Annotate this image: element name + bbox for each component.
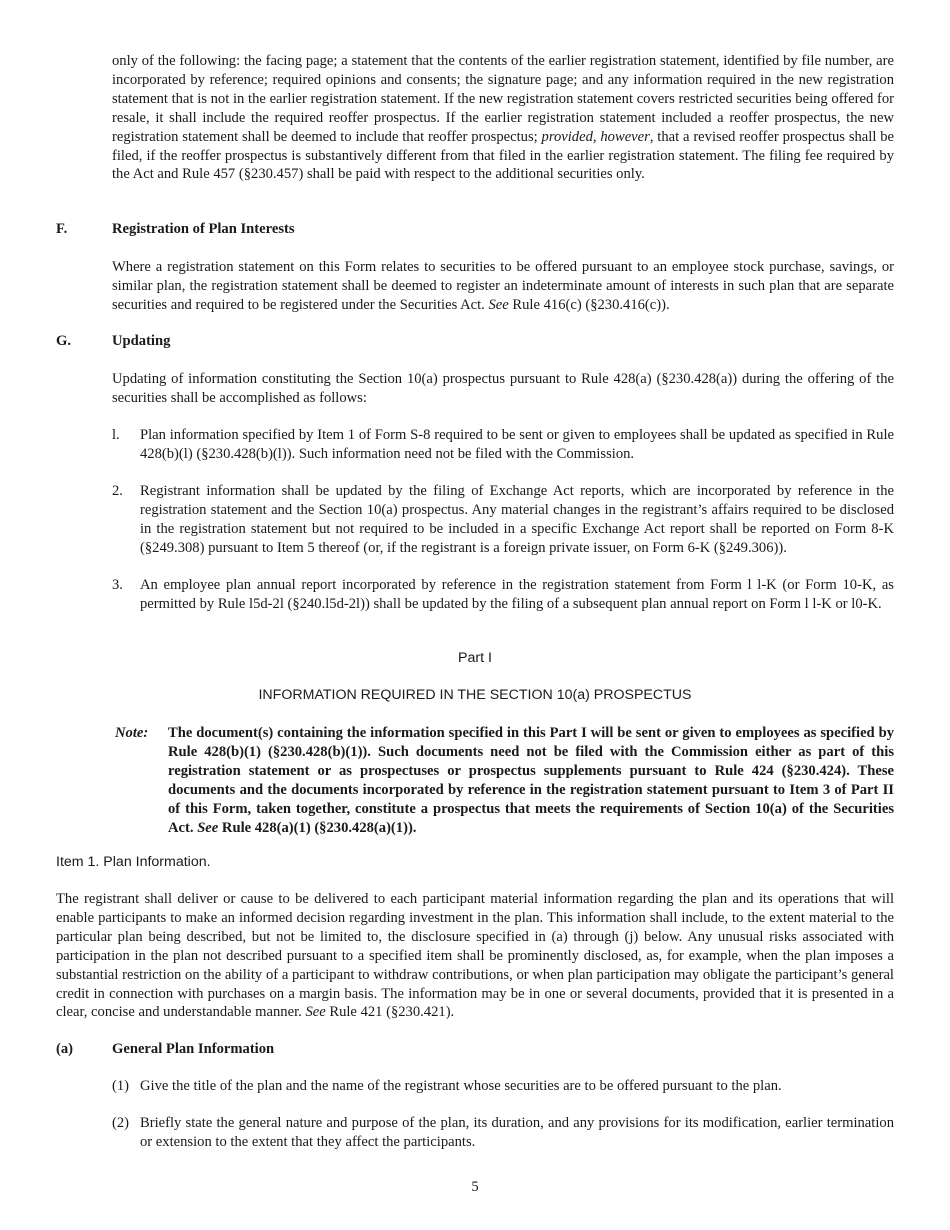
section-g-item-3-text: An employee plan annual report incorporated by reference in the registration statement from Form l l-K (or Form 10-K, as permitted by Rule l5d-2l (§240.l5d-2l)) shall be updated by the filing of a subsequent plan annual report on Form l l-K or l0-K. [140, 577, 894, 612]
part-heading: Part I [458, 650, 492, 666]
section-f-paragraph [112, 258, 894, 315]
section-f-text-1: Where a registration statement on this Form relates to securities to be offered pursuant to an employee stock purchase, savings, or similar plan, the registration statement shall be deemed to register an indeterminate amount of interests in such plan that are separate securities and required to be registered under the Securities Act. [112, 259, 894, 313]
intro-text-italic: provided, however [541, 128, 650, 145]
section-g-item-1-text: Plan information specified by Item 1 of Form S-8 required to be sent or given to employees shall be updated as specified in Rule 428(b)(l) (§230.428(b)(l)). Such information need not be filed with the Commission. [140, 427, 894, 462]
note-paragraph [168, 724, 894, 837]
note-text-1: The document(s) containing the information specified in this Part I will be sent or given to employees as specified by Rule 428(b)(1) (§230.428(b)(1)). Such documents need not be filed with the Commission either as part of this registration statement or as prospectuses or prospectus supplements pursuant to Rule 424 (§230.424). These documents and the documents incorporated by reference in the registration statement pursuant to Item 3 of Part II of this Form, taken together, constitute a prospectus that meets the requirements of Section 10(a) of the Securities Act. [168, 725, 894, 836]
section-g-intro: Updating of information constituting the Section 10(a) prospectus pursuant to Rule 428(a) (§230.428(a)) during the offering of the securities shall be accomplished as follows: [112, 371, 894, 406]
item1-heading: Item 1. Plan Information. [56, 854, 211, 870]
section-g-item-3-num: 3. [112, 577, 123, 593]
section-f-label: F. [56, 221, 68, 237]
subsection-a-label: (a) [56, 1041, 74, 1057]
note-text-2: Rule 428(a)(1) (§230.428(a)(1)). [218, 819, 417, 836]
intro-text-1: only of the following: the facing page; a statement that the contents of the earlier registration statement, identified by file number, are incorporated by reference; required opinions and consents; the signature page; and any information required in the new registration statement that is not in the earlier registration statement. If the new registration statement covers restricted securities being offered for resale, it shall include the required reoffer prospectus. If the earlier registration statement included a reoffer prospectus, the new registration statement shall be deemed to include that reoffer prospectus; [112, 53, 894, 145]
section-g-item-2-num: 2. [112, 483, 123, 499]
part-subheading: INFORMATION REQUIRED IN THE SECTION 10(a) PROSPECTUS [258, 687, 692, 703]
subsection-a-item-2-text: Briefly state the general nature and purpose of the plan, its duration, and any provisions for its modification, earlier termination or extension to the extent that they affect the participants. [140, 1115, 894, 1150]
section-f-title: Registration of Plan Interests [112, 221, 295, 237]
section-f-text-2: Rule 416(c) (§230.416(c)). [508, 296, 670, 313]
subsection-a-item-1-num: (1) [112, 1078, 130, 1094]
page-number: 5 [471, 1179, 479, 1195]
section-g-item-2-text: Registrant information shall be updated by the filing of Exchange Act reports, which are incorporated by reference in the registration statement and the Section 10(a) prospectus. Any material changes in the registrant’s affairs required to be disclosed in the registration statement but not required to be included in a specific Exchange Act report shall be reported on Form 8-K (§249.308) pursuant to Item 5 thereof (or, if the registrant is a foreign private issuer, on Form 6-K (§249.306)). [140, 483, 894, 556]
item1-text-italic: See [305, 1004, 326, 1021]
note-label: Note: [115, 725, 149, 741]
section-g-item-1-num: l. [112, 427, 120, 443]
item1-paragraph [56, 890, 894, 1022]
intro-text-2: , that a revised reoffer prospectus shall be filed, if the reoffer prospectus is substantively different from that filed in the earlier registration statement. The filing fee required by the Act and Rule 457 (§230.457) shall be paid with respect to the additional securities only. [112, 128, 894, 183]
subsection-a-item-2-num: (2) [112, 1115, 130, 1131]
section-g-title: Updating [112, 333, 171, 349]
item1-text-2: Rule 421 (§230.421). [325, 1004, 455, 1021]
item1-text-1: The registrant shall deliver or cause to be delivered to each participant material information regarding the plan and its operations that will enable participants to make an informed decision regarding investment in the plan. This information shall include, to the extent material to the particular plan being described, but not be limited to, the disclosure specified in (a) through (j) below. Any unusual risks associated with participation in the plan not described pursuant to a specified item shall be prominently disclosed, as, for example, when the plan imposes a substantial restriction on the ability of a participant to withdraw contributions, or when plan participation may obligate the participant’s general credit in connection with purchases on a margin basis. The information may be in one or several documents, provided that it is presented in a clear, concise and understandable manner. [56, 891, 894, 1021]
section-f-text-italic: See [488, 296, 509, 313]
subsection-a-item-1-text: Give the title of the plan and the name of the registrant whose securities are to be offered pursuant to the plan. [140, 1078, 782, 1094]
note-text-italic: See [197, 819, 219, 836]
intro-paragraph [112, 52, 894, 184]
subsection-a-title: General Plan Information [112, 1041, 275, 1057]
section-g-label: G. [56, 333, 71, 349]
